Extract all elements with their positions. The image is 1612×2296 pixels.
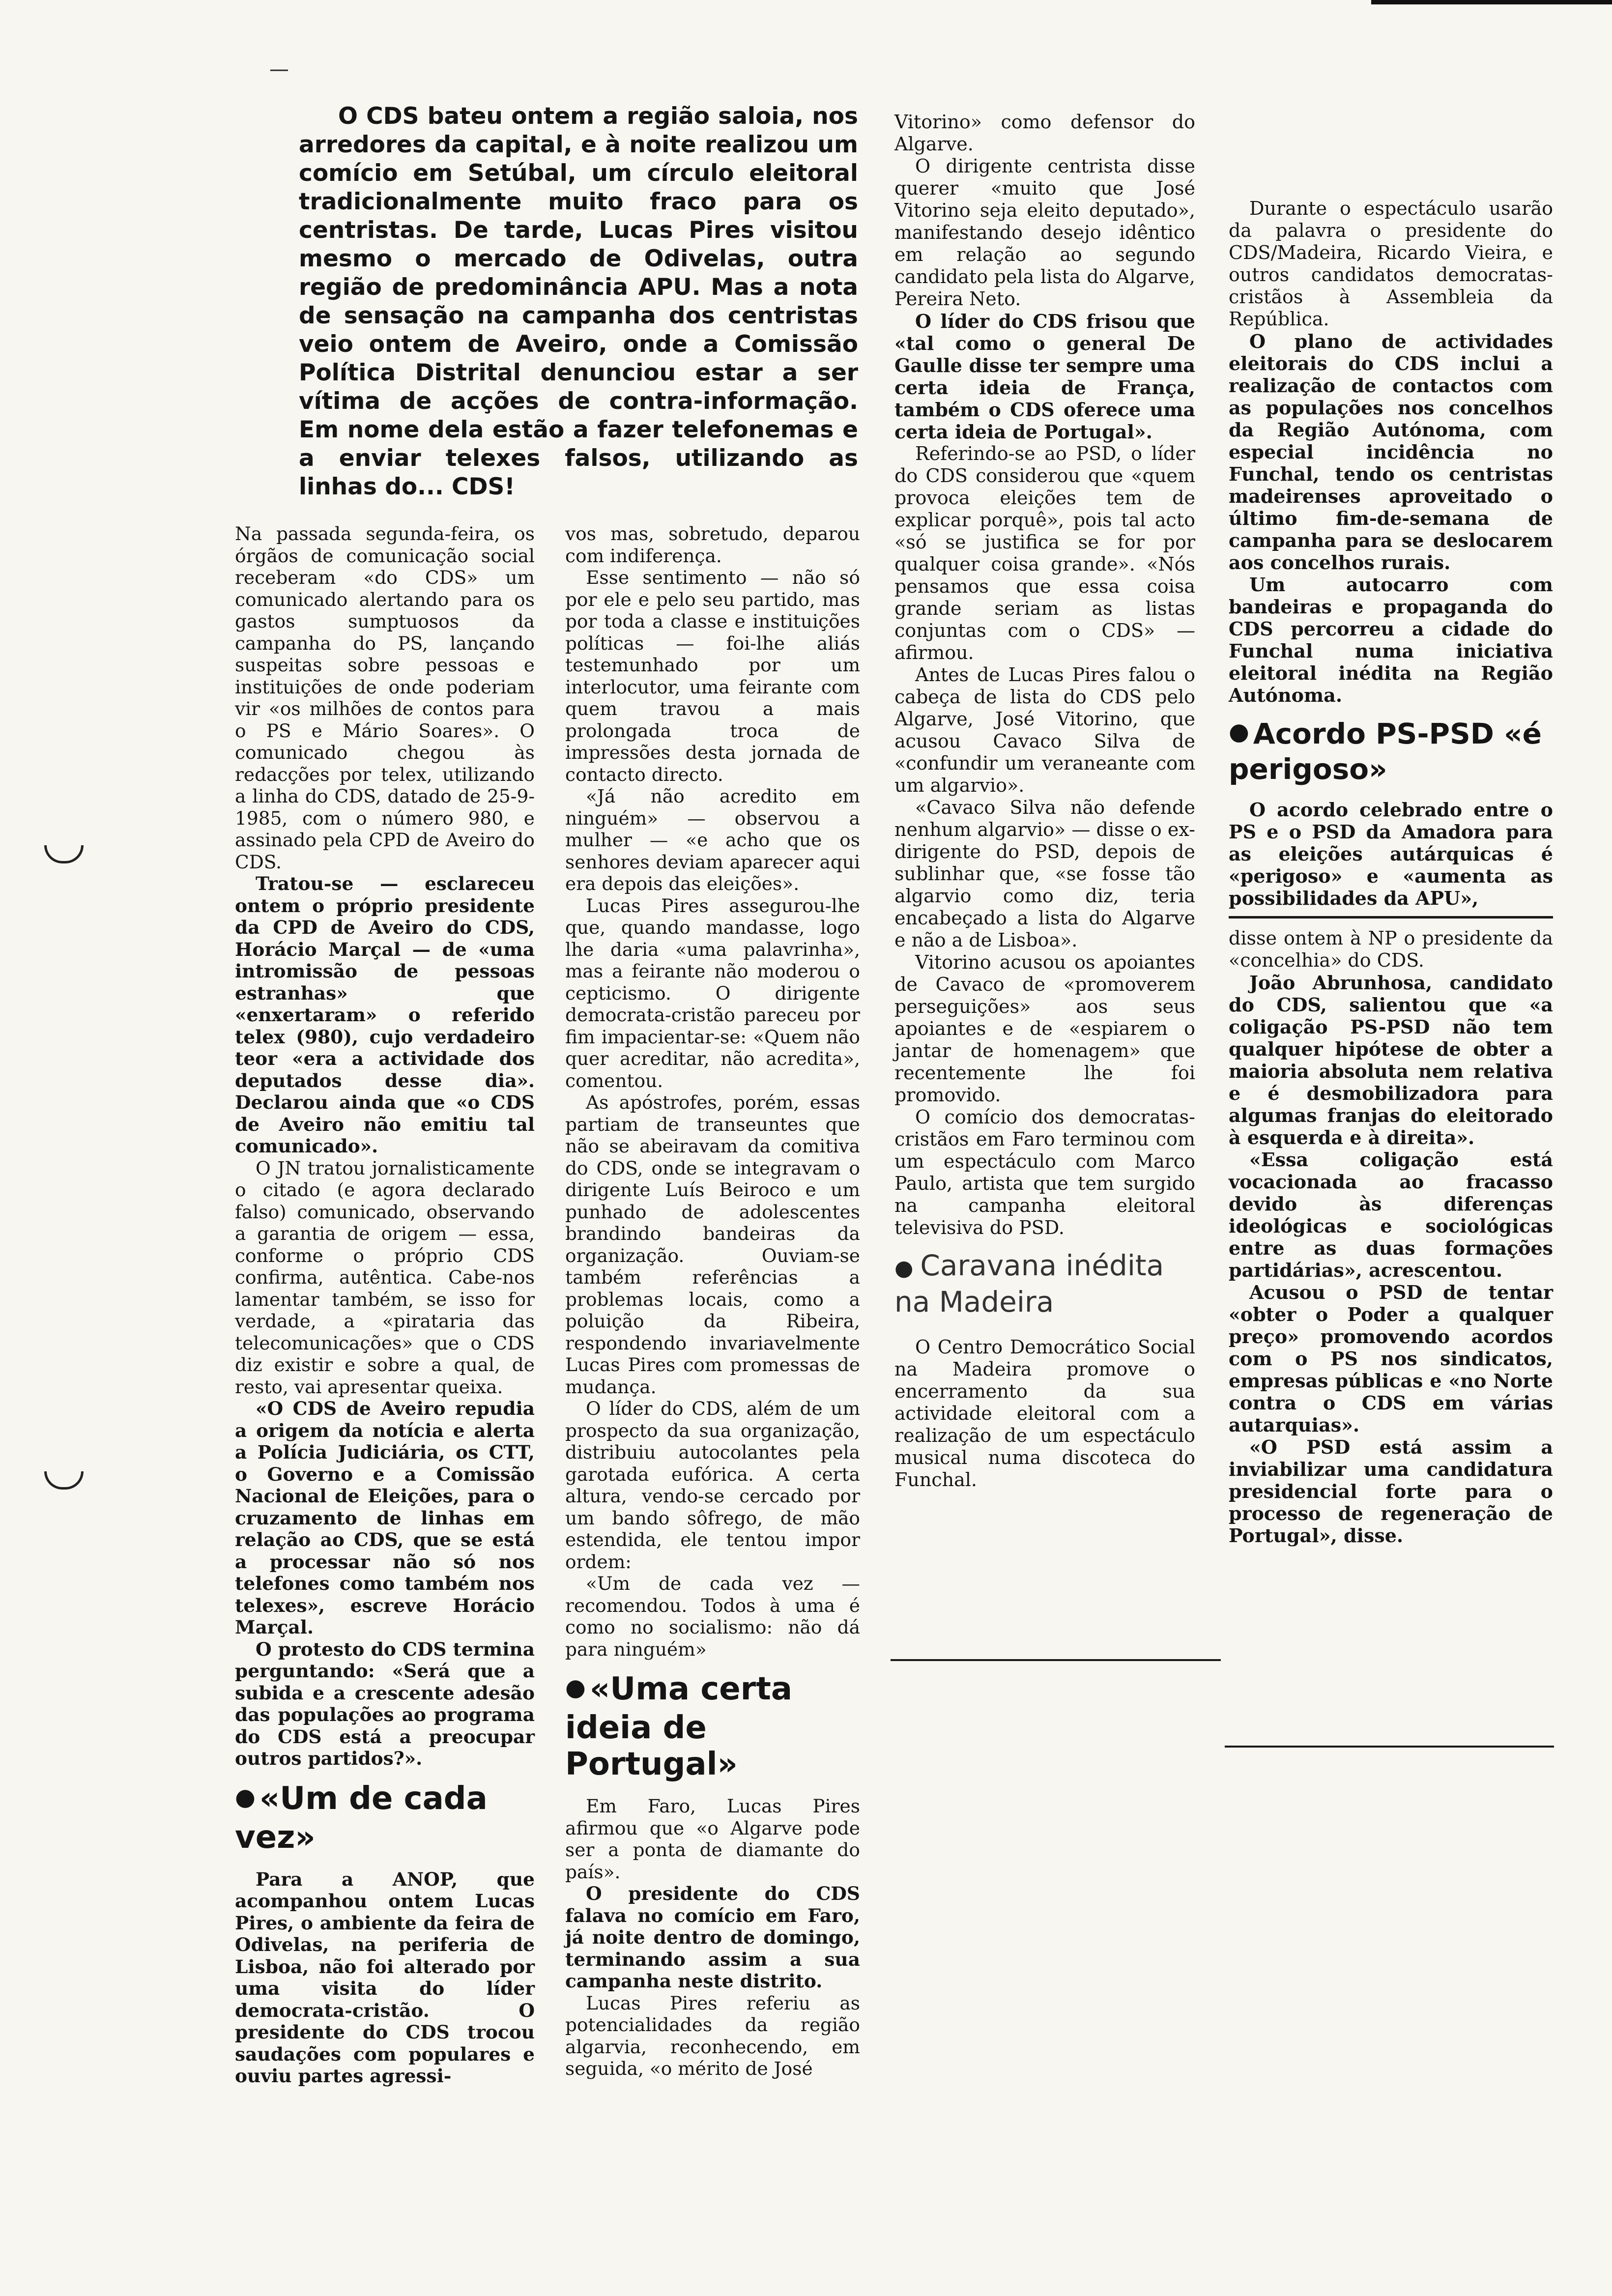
top-edge-bar (1371, 0, 1612, 4)
paragraph: «O PSD está assim a inviabilizar uma candidatura presidencial forte para o processo de regeneração de Portugal», disse. (1229, 1436, 1553, 1547)
subheading-caravana (894, 1249, 1195, 1319)
bullet-icon: ● (1229, 718, 1249, 746)
paragraph: O acordo celebrado entre o PS e o PSD da Amadora para as eleições autárquicas é «perigoso» e «aumenta as possibilidades da APU», (1229, 799, 1553, 909)
paragraph: O presidente do CDS falava no comício em Faro, já noite dentro de domingo, terminando assim a sua campanha neste distrito. (565, 1883, 860, 1992)
paragraph: «Já não acredito em ninguém» — observou a mulher — «e acho que os senhores deviam aparecer aqui era depois das eleições». (565, 785, 860, 894)
paragraph: O Centro Democrático Social na Madeira promove o encerramento da sua actividade eleitoral com a realização de um espectáculo musical numa discoteca do Funchal. (894, 1336, 1195, 1491)
paragraph: Referindo-se ao PSD, o líder do CDS considerou que «quem provoca eleições tem de explicar porquê», pois tal acto «só se justifica se for por qualquer coisa grande». «Nós pensamos que essa coisa grande seriam as listas conjuntas com o CDS» — afirmou. (894, 443, 1195, 663)
subheading-text: Acordo PS-PSD «é perigoso» (1229, 717, 1542, 786)
paragraph: disse ontem à NP o presidente da «concelhia» do CDS. (1229, 927, 1553, 971)
paragraph: Vitorino acusou os apoiantes de Cavaco de «promoverem perseguições» aos seus apoiantes e de «espiarem o jantar de homenagem» que recentemente lhe foi promovido. (894, 951, 1195, 1106)
paragraph: Tratou-se — esclareceu ontem o próprio presidente da CPD de Aveiro do CDS, Horácio Marçal — de «uma intromissão de pessoas estranhas» que «enxertaram» o referido telex (980), cujo verdadeiro teor «era a actividade dos deputados desse dia». Declarou ainda que «o CDS de Aveiro não emitiu tal comunicado». (235, 873, 535, 1157)
paragraph: Lucas Pires assegurou-lhe que, quando mandasse, logo lhe daria «uma palavrinha», mas a feirante não moderou o cepticismo. O dirigente democrata-cristão pareceu por fim impacientar-se: «Quem não quer acreditar, não acredita», comentou. (565, 894, 860, 1091)
subheading-uma-certa-ideia (565, 1671, 860, 1782)
subheading-um-de-cada-vez (235, 1780, 535, 1856)
paragraph: O comício dos democratas-cristãos em Faro terminou com um espectáculo com Marco Paulo, artista que tem surgido na campanha eleitoral televisiva do PSD. (894, 1106, 1195, 1238)
binding-hole-mark (44, 1471, 84, 1490)
bullet-icon: ● (565, 1674, 586, 1701)
paragraph: «Cavaco Silva não defende nenhum algarvio» — disse o ex-dirigente do PSD, depois de sublinhar que, «se fosse tão algarvio como diz, teria encabeçado a lista do Algarve e não a de Lisboa». (894, 797, 1195, 951)
paragraph: Lucas Pires referiu as potencialidades da região algarvia, reconhecendo, em seguida, «o mérito de José (565, 1992, 860, 2079)
paragraph: Antes de Lucas Pires falou o cabeça de lista do CDS pelo Algarve, José Vitorino, que acusou Cavaco Silva de «confundir um veraneante com um algarvio». (894, 664, 1195, 796)
section-rule (1229, 912, 1553, 918)
bullet-icon: ● (235, 1783, 256, 1811)
paragraph: «O CDS de Aveiro repudia a origem da notícia e alerta a Polícia Judiciária, os CTT, o Governo e a Comissão Nacional de Eleições, para o cruzamento de linhas em relação ao CDS, que se está a processar não só nos telefones como também nos telexes», escreve Horácio Marçal. (235, 1398, 535, 1638)
paragraph: O protesto do CDS termina perguntando: «Será que a subida e a crescente adesão das populações ao programa do CDS está a preocupar outros partidos?». (235, 1638, 535, 1769)
paragraph: Vitorino» como defensor do Algarve. (894, 111, 1195, 155)
paragraph: Na passada segunda-feira, os órgãos de comunicação social receberam «do CDS» um comunicado alertando para os gastos sumptuosos da campanha do PS, lançando suspeitas sobre pessoas e instituições de onde poderiam vir «os milhões de contos para o PS e Mário Soares». O comunicado chegou às redacções por telex, utilizando a linha do CDS, datado de 25-9-1985, com o número 980, e assinado pela CPD de Aveiro do CDS. (235, 523, 535, 873)
paragraph: O JN tratou jornalisticamente o citado (e agora declarado falso) comunicado, observando a garantia de origem — essa, conforme o próprio CDS confirma, autêntica. Cabe-nos lamentar também, se isso for verdade, a «pirataria das telecomunicações» que o CDS diz existir e sobre a qual, de resto, vai apresentar queixa. (235, 1157, 535, 1398)
subheading-text: Caravana inédita na Madeira (894, 1249, 1164, 1319)
paragraph: O líder do CDS frisou que «tal como o general De Gaulle disse ter sempre uma certa ideia de França, também o CDS oferece uma certa ideia de Portugal». (894, 310, 1195, 443)
paragraph: «Essa coligação está vocacionada ao fracasso devido às diferenças ideológicas e sociológicas entre as duas formações partidárias», acrescentou. (1229, 1148, 1553, 1281)
column-rule (891, 1659, 1221, 1661)
paragraph: Um autocarro com bandeiras e propaganda do CDS percorreu a cidade do Funchal numa iniciativa eleitoral inédita na Região Autónoma. (1229, 574, 1553, 706)
subheading-acordo-ps-psd (1229, 717, 1553, 786)
bullet-icon: ● (894, 1256, 914, 1281)
paragraph: O líder do CDS, além de um prospecto da sua organização, distribuiu autocolantes pela garotada eufórica. A certa altura, vendo-se cercado por um bando sôfrego, de mão estendida, ele tentou impor ordem: (565, 1398, 860, 1573)
paragraph: «Um de cada vez — recomendou. Todos à uma é como no socialismo: não dá para ninguém» (565, 1573, 860, 1660)
paragraph: Esse sentimento — não só por ele e pelo seu partido, mas por toda a classe e instituições políticas — foi-lhe aliás testemunhado por um interlocutor, uma feirante com quem travou a mais prolongada troca de impressões desta jornada de contacto directo. (565, 567, 860, 785)
paragraph: Durante o espectáculo usarão da palavra o presidente do CDS/Madeira, Ricardo Vieira, e outros candidatos democratas-cristãos à Assembleia da República. (1229, 198, 1553, 330)
column-4 (1229, 198, 1553, 1547)
column-3 (894, 111, 1195, 1491)
article-lead (299, 102, 858, 501)
column-rule (1225, 1746, 1554, 1748)
paragraph: vos mas, sobretudo, deparou com indiferença. (565, 523, 860, 567)
lead-text: O CDS bateu ontem a região saloia, nos arredores da capital, e à noite realizou um comício em Setúbal, um círculo eleitoral tradicionalmente muito fraco para os centristas. De tarde, Lucas Pires visitou mesmo o mercado de Odivelas, outra região de predominância APU. Mas a nota de sensação na campanha dos centristas veio ontem de Aveiro, onde a Comissão Política Distrital denunciou estar a ser vítima de acções de contra-informação. Em nome dela estão a fazer telefonemas e a enviar telexes falsos, utilizando as linhas do... CDS! (299, 103, 858, 500)
paragraph: Em Faro, Lucas Pires afirmou que «o Algarve pode ser a ponta de diamante do país». (565, 1795, 860, 1883)
binding-hole-mark (44, 845, 84, 863)
paragraph: O plano de actividades eleitorais do CDS inclui a realização de contactos com as populações nos concelhos da Região Autónoma, com especial incidência no Funchal, tendo os centristas madeirenses aproveitado o último fim-de-semana de campanha para se deslocarem aos concelhos rurais. (1229, 330, 1553, 574)
paragraph: Acusou o PSD de tentar «obter o Poder a qualquer preço» promovendo acordos com o PS nos sindicatos, empresas públicas e «no Norte contra o CDS em várias autarquias». (1229, 1281, 1553, 1436)
paragraph: As apóstrofes, porém, essas partiam de transeuntes que não se abeiravam da comitiva do CDS, onde se integravam o dirigente Luís Beiroco e um punhado de adolescentes brandindo bandeiras da organização. Ouviam-se também referências a problemas locais, como a poluição da Ribeira, respondendo invariavelmente Lucas Pires com promessas de mudança. (565, 1091, 860, 1398)
paragraph: João Abrunhosa, candidato do CDS, salientou que «a coligação PS-PSD não tem qualquer hipótese de obter a maioria absoluta nem relativa e é desmobilizadora para algumas franjas do eleitorado à esquerda e à direita». (1229, 972, 1553, 1148)
paragraph: Para a ANOP, que acompanhou ontem Lucas Pires, o ambiente da feira de Odivelas, na periferia de Lisboa, não foi alterado por uma visita do líder democrata-cristão. O presidente do CDS trocou saudações com populares e ouviu partes agressi- (235, 1868, 535, 2087)
column-1 (235, 523, 535, 2087)
column-2 (565, 523, 860, 2080)
subheading-text: «Uma certa ideia de Portugal» (565, 1671, 793, 1782)
subheading-text: «Um de cada vez» (235, 1780, 488, 1856)
paragraph: O dirigente centrista disse querer «muito que José Vitorino seja eleito deputado», manifestando desejo idêntico em relação ao segundo candidato pela lista do Algarve, Pereira Neto. (894, 155, 1195, 310)
scan-dash: — (269, 58, 289, 81)
